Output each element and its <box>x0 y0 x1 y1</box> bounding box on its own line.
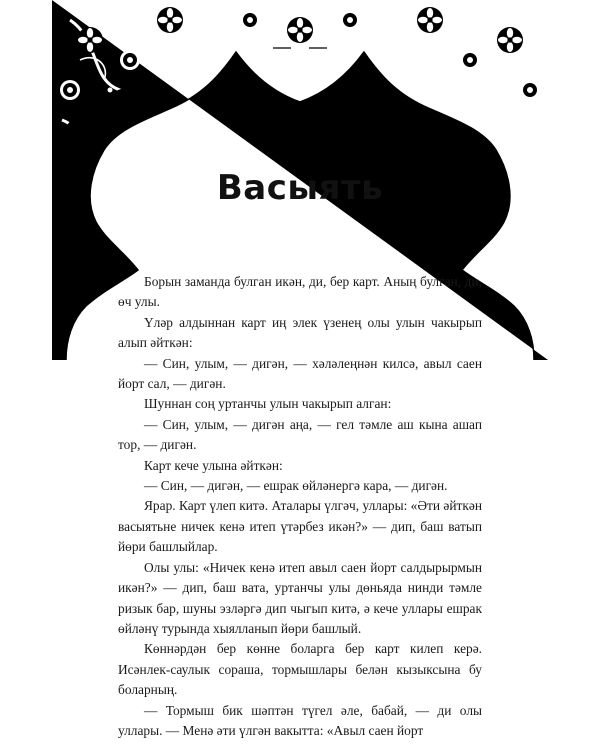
paragraph: Үләр алдыннан карт иң элек үзенең олы улын чакырып алып әйткән: <box>118 314 482 351</box>
paragraph: Көннәрдән бер көнне боларга бер карт килеп керә. Исәнлек-саулык сораша, тормышлары белән кызыксына бу боларның. <box>118 641 482 698</box>
paragraph: Карт кече улына әйткән: <box>144 457 283 473</box>
story-text <box>118 272 482 741</box>
paragraph: — Тормыш бик шәптән түгел әле, бабай, — ди олы уллары. — Менә әти үлгән вакытта: «Авыл саен йорт <box>118 702 482 738</box>
paragraph: — Син, улым, — дигән аңа, — гел тәмле аш кына ашап тор, — дигән. <box>118 416 482 453</box>
paragraph: — Син, улым, — дигән, — хәләлеңнән килсә, авыл саен йорт сал, — дигән. <box>118 355 482 392</box>
paragraph: Борын заманда булган икән, ди, бер карт. Аның булган, ди, өч улы. <box>118 274 482 310</box>
paragraph: — Син, — дигән, — ешрак өйләнергә кара, — дигән. <box>144 478 448 494</box>
paragraph: Шуннан соң уртанчы улын чакырып алган: <box>144 396 392 412</box>
paragraph: Ярар. Карт үлеп китә. Аталары үлгәч, уллары: «Әти әйткән васыятьне ничек кенә итеп үтәрбез икән?» — дип, баш ватып йөри башлыйлар. <box>118 498 482 555</box>
paragraph: Олы улы: «Ничек кенә итеп авыл саен йорт салдырырмын икән?» — дип, баш вата, уртанчы улы дөньяда нинди тәмле ризык бар, шуны эзләргә дип чыгып китә, ә кече уллары ешрак өйләнү турында хыялланып йөри башлый. <box>118 559 482 636</box>
page-title: Васыять <box>216 168 384 208</box>
